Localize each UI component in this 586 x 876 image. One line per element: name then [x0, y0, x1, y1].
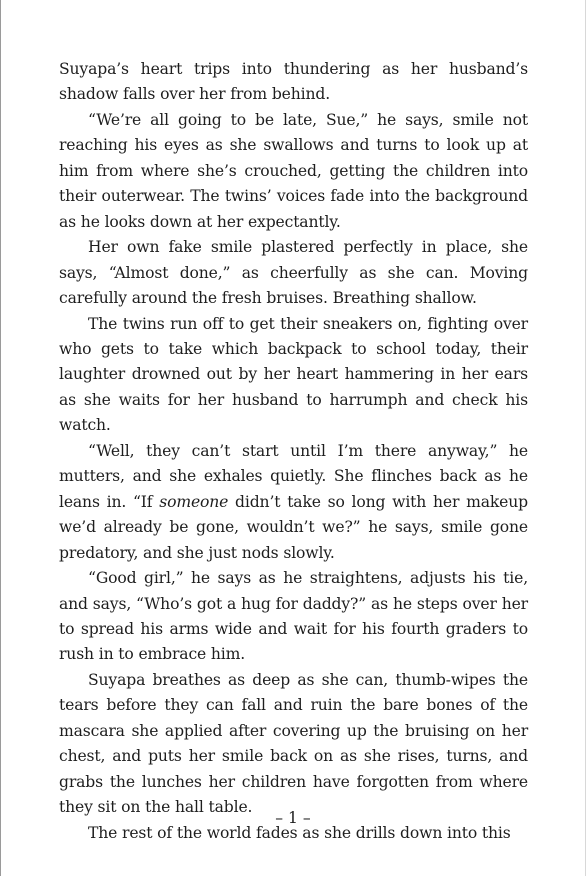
body-text — [59, 57, 528, 846]
page-number: – 1 – — [275, 809, 311, 827]
paragraph-5-rest: didn’t take so long with her makeup we’d already be gone, wouldn’t we?” he says, smile gone predatory, and she just nods slowly. — [59, 492, 528, 562]
paragraph-1: Suyapa’s heart trips into thundering as her husband’s shadow falls over her from behind. — [59, 60, 528, 104]
paragraph-5-lead: “Well, they can’t start until I’m there anyway,” he mutters, and she exhales quietly. She flinches back as he leans in. “If — [59, 441, 528, 511]
paragraph-7: Suyapa breathes as deep as she can, thumb-wipes the tears before they can fall and ruin the bare bones of the mascara she applied after covering up the bruising on her chest, and puts her smile back on as she rises, turns, and grabs the lunches her children have forgotten from where they sit on the hall table. — [59, 670, 528, 817]
paragraph-6: “Good girl,” he says as he straightens, adjusts his tie, and says, “Who’s got a hug for daddy?” as he steps over her to spread his arms wide and wait for his fourth graders to rush in to embrace him. — [59, 569, 528, 664]
paragraph-5 — [59, 439, 528, 566]
paragraph-4: The twins run off to get their sneakers on, fighting over who gets to take which backpack to school today, their laughter drowned out by her heart hammering in her ears as she waits for her husband to harrumph and check his watch. — [59, 314, 528, 435]
paragraph-3: Her own fake smile plastered perfectly in place, she says, “Almost done,” as cheerfully as she can. Moving carefully around the fresh bruises. Breathing shallow. — [59, 238, 528, 308]
paragraph-2: “We’re all going to be late, Sue,” he says, smile not reaching his eyes as she swallows and turns to look up at him from where she’s crouched, getting the children into their outerwear. The twins’ voices fade into the background as he looks down at her expectantly. — [59, 110, 528, 231]
paragraph-8: The rest of the world fades as she drills down into this — [88, 823, 511, 842]
emphasized-word: someone — [159, 492, 229, 511]
page-left-edge — [0, 0, 1, 876]
